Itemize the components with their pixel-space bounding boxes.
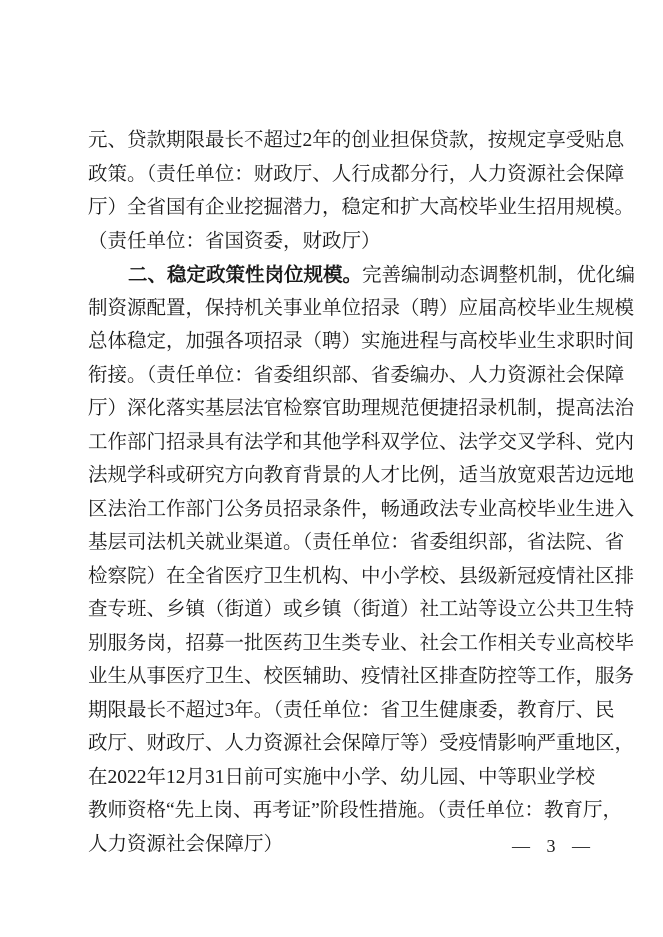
page-number: — 3 — xyxy=(512,836,596,856)
text-line: 总体稳定，加强各项招录（聘）实施进程与高校毕业生求职时间 xyxy=(88,331,635,352)
text-line: 基层司法机关就业渠道。（责任单位：省委组织部，省法院、省 xyxy=(88,532,625,553)
text-line: 检察院）在全省医疗卫生机构、中小学校、县级新冠疫情社区排 xyxy=(88,565,635,587)
document-body xyxy=(88,124,636,861)
text-line: 区法治工作部门公务员招录条件，畅通政法专业高校毕业生进入 xyxy=(88,498,635,520)
text-line: 工作部门招录具有法学和其他学科双学位、法学交叉学科、党内 xyxy=(88,431,635,453)
text-line: 政策。（责任单位：财政厅、人行成都分行，人力资源社会保障 xyxy=(88,163,625,185)
text-line: 政厅、财政厅、人力资源社会保障厅等）受疫情影响严重地区， xyxy=(88,733,635,754)
text-line: 别服务岗，招募一批医药卫生类专业、社会工作相关专业高校毕 xyxy=(88,632,635,654)
section-heading-line xyxy=(88,258,636,292)
text-line-content: 完善编制动态调整机制，优化编 xyxy=(362,265,636,286)
text-line: 人力资源社会保障厅） xyxy=(88,833,284,855)
text-line: 元、贷款期限最长不超过2年的创业担保贷款，按规定享受贴息 xyxy=(88,130,625,151)
text-line: 在2022年12月31日前可实施中小学、幼儿园、中等职业学校 xyxy=(88,766,596,788)
text-line: 厅）全省国有企业挖掘潜力，稳定和扩大高校毕业生招用规模。 xyxy=(88,197,635,218)
text-line: （责任单位：省国资委，财政厅） xyxy=(88,230,381,252)
text-line: 法规学科或研究方向教育背景的人才比例，适当放宽艰苦边远地 xyxy=(88,465,635,486)
text-line: 制资源配置，保持机关事业单位招录（聘）应届高校毕业生规模 xyxy=(88,297,635,319)
text-line: 厅）深化落实基层法官检察官助理规范便捷招录机制，提高法治 xyxy=(88,398,635,419)
text-line: 衔接。（责任单位：省委组织部、省委编办、人力资源社会保障 xyxy=(88,364,625,386)
text-line: 业生从事医疗卫生、校医辅助、疫情社区排查防控等工作，服务 xyxy=(88,666,635,687)
text-line: 教师资格“先上岗、再考证”阶段性措施。（责任单位：教育厅， xyxy=(88,800,623,821)
section-heading: 二、稳定政策性岗位规模。 xyxy=(128,263,363,286)
text-line: 期限最长不超过3年。（责任单位：省卫生健康委，教育厅、民 xyxy=(88,699,615,721)
text-line: 查专班、乡镇（街道）或乡镇（街道）社工站等设立公共卫生特 xyxy=(88,599,635,620)
